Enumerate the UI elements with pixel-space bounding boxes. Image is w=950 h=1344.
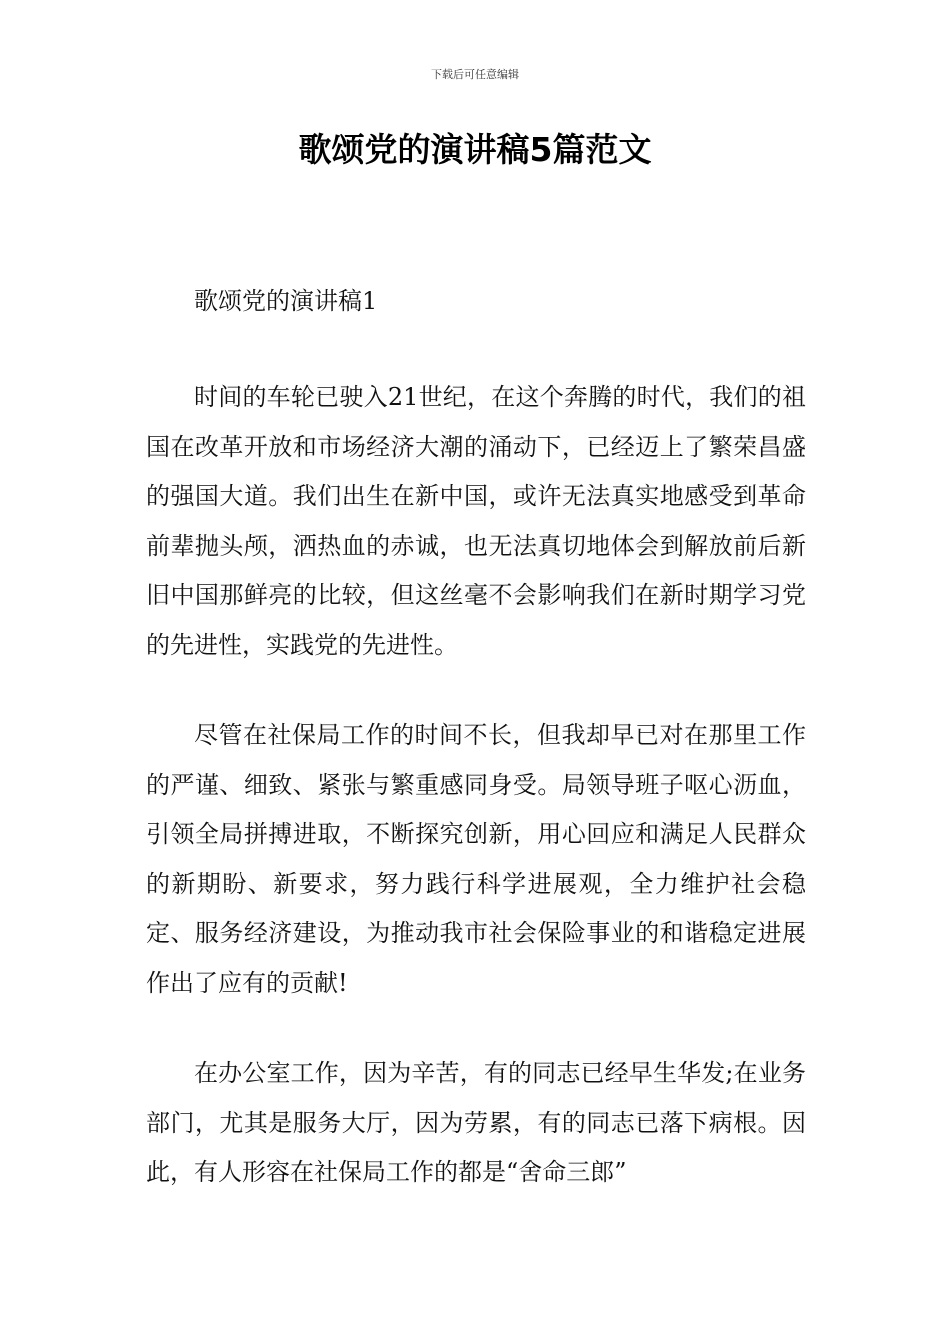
paragraph-2: 尽管在社保局工作的时间不长，但我却早已对在那里工作的严谨、细致、紧张与繁重感同身受。局领导班子呕心沥血，引领全局拼搏进取，不断探究创新，用心回应和满足人民群众的新期盼、新要求，努力践行科学进展观，全力维护社会稳定、服务经济建设，为推动我市社会保险事业的和谐稳定进展作出了应有的贡献! — [146, 721, 806, 997]
document-title: 歌颂党的演讲稿5篇范文 — [298, 130, 652, 169]
paragraph-3: 在办公室工作，因为辛苦，有的同志已经早生华发;在业务部门，尤其是服务大厅，因为劳累，有的同志已落下病根。因此，有人形容在社保局工作的都是“舍命三郎” — [146, 1059, 806, 1186]
document-body — [146, 281, 806, 1239]
header-note: 下载后可任意编辑 — [431, 68, 519, 81]
paragraph-1: 时间的车轮已驶入21世纪，在这个奔腾的时代，我们的祖国在改革开放和市场经济大潮的涌动下，已经迈上了繁荣昌盛的强国大道。我们出生在新中国，或许无法真实地感受到革命前辈抛头颅，洒热血的赤诚，也无法真切地体会到解放前后新旧中国那鲜亮的比较，但这丝毫不会影响我们在新时期学习党的先进性，实践党的先进性。 — [146, 383, 806, 659]
section-heading: 歌颂党的演讲稿1 — [194, 287, 378, 315]
